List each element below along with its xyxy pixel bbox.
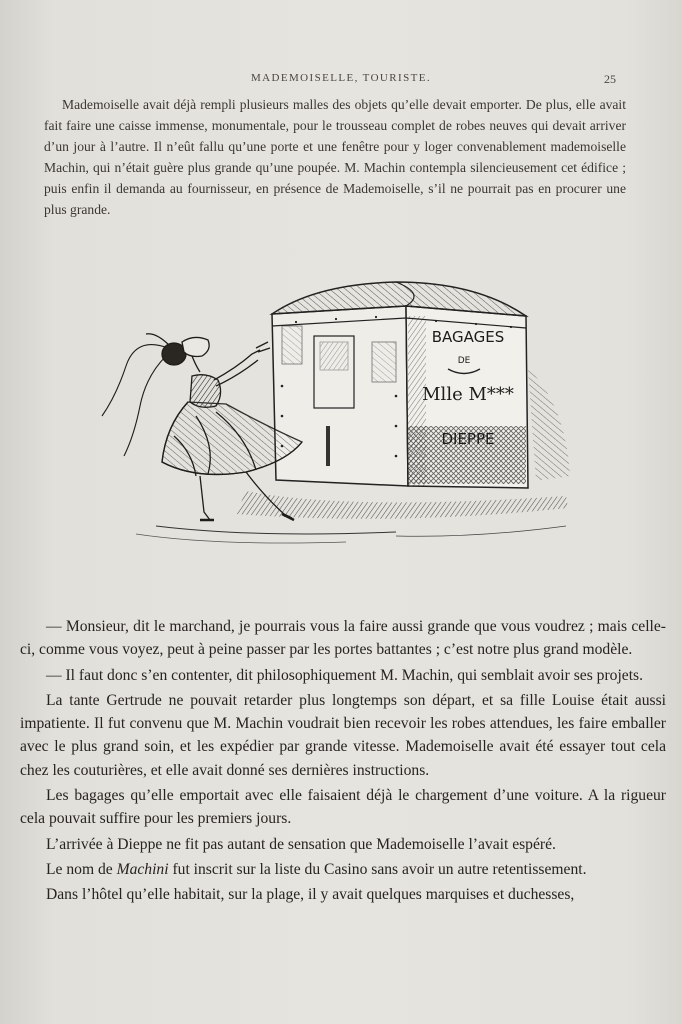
top-paragraph: Mademoiselle avait déjà rempli plusieurs malles des objets qu’elle devait emporter. De plus, elle avait fait faire une caisse immense, monumentale, pour le trousseau complet de robes neuves qui devait arriver d’un jour à l’autre. Il n’eût fallu qu’une porte et une fenêtre pour y loger convenablement mademoiselle Machin, qui n’était guère plus grande qu’une poupée. M. Machin contempla silencieusement cet édifice ; puis enfin il demanda au fournisseur, en présence de Mademoiselle, s’il ne pourrait pas en procurer une plus grande. — [44, 97, 626, 217]
paragraph-5: L’arrivée à Dieppe ne fit pas autant de sensation que Mademoiselle l’avait espéré. — [46, 835, 556, 853]
trunk-drawing — [272, 282, 528, 488]
running-title: MADEMOISELLE, TOURISTE. — [251, 72, 431, 84]
body-text — [20, 615, 666, 907]
name-machini: Machini — [116, 860, 169, 878]
illustration-girl-with-trunk — [96, 276, 578, 548]
paragraph-6-end: fut inscrit sur la liste du Casino sans avoir un autre retentissement. — [168, 860, 587, 878]
girl-figure — [102, 334, 302, 520]
trunk-label-de: DE — [457, 356, 471, 366]
trunk-label-bagages: BAGAGES — [431, 328, 505, 346]
ground-shadow — [136, 491, 568, 543]
trunk-label-owner: Mlle M*** — [422, 384, 514, 405]
paragraph-4: Les bagages qu’elle emportait avec elle faisaient déjà le chargement d’une voiture. A la rigueur cela pouvait suffire pour les premiers jours. — [20, 787, 666, 828]
paragraph-7: Dans l’hôtel qu’elle habitait, sur la plage, il y avait quelques marquises et duchesses, — [46, 886, 575, 904]
paragraph-6-start: Le nom de — [46, 860, 117, 878]
top-paragraph-block — [44, 94, 626, 220]
paragraph-2: — Il faut donc s’en contenter, dit philosophiquement M. Machin, qui semblait avoir ses projets. — [46, 666, 644, 684]
trunk-label-dieppe: DIEPPE — [441, 430, 495, 448]
page-number: 25 — [604, 72, 616, 86]
running-head — [0, 72, 682, 90]
paragraph-6 — [20, 858, 666, 881]
paragraph-3: La tante Gertrude ne pouvait retarder plus longtemps son départ, et sa fille Louise était aussi impatiente. Il fut convenu que M. Machin voudrait bien recevoir les robes attendues, les faire emballer avec le plus grand soin, et les expédier par grande vitesse. Mademoiselle avait été essayer tout cela chez les couturières, et elle avait donné ses dernières instructions. — [20, 691, 666, 779]
paragraph-1: — Monsieur, dit le marchand, je pourrais vous la faire aussi grande que vous voudrez ; mais celle-ci, comme vous voyez, peut à peine passer par les portes battantes ; c’est notre plus grand modèle. — [20, 618, 666, 659]
